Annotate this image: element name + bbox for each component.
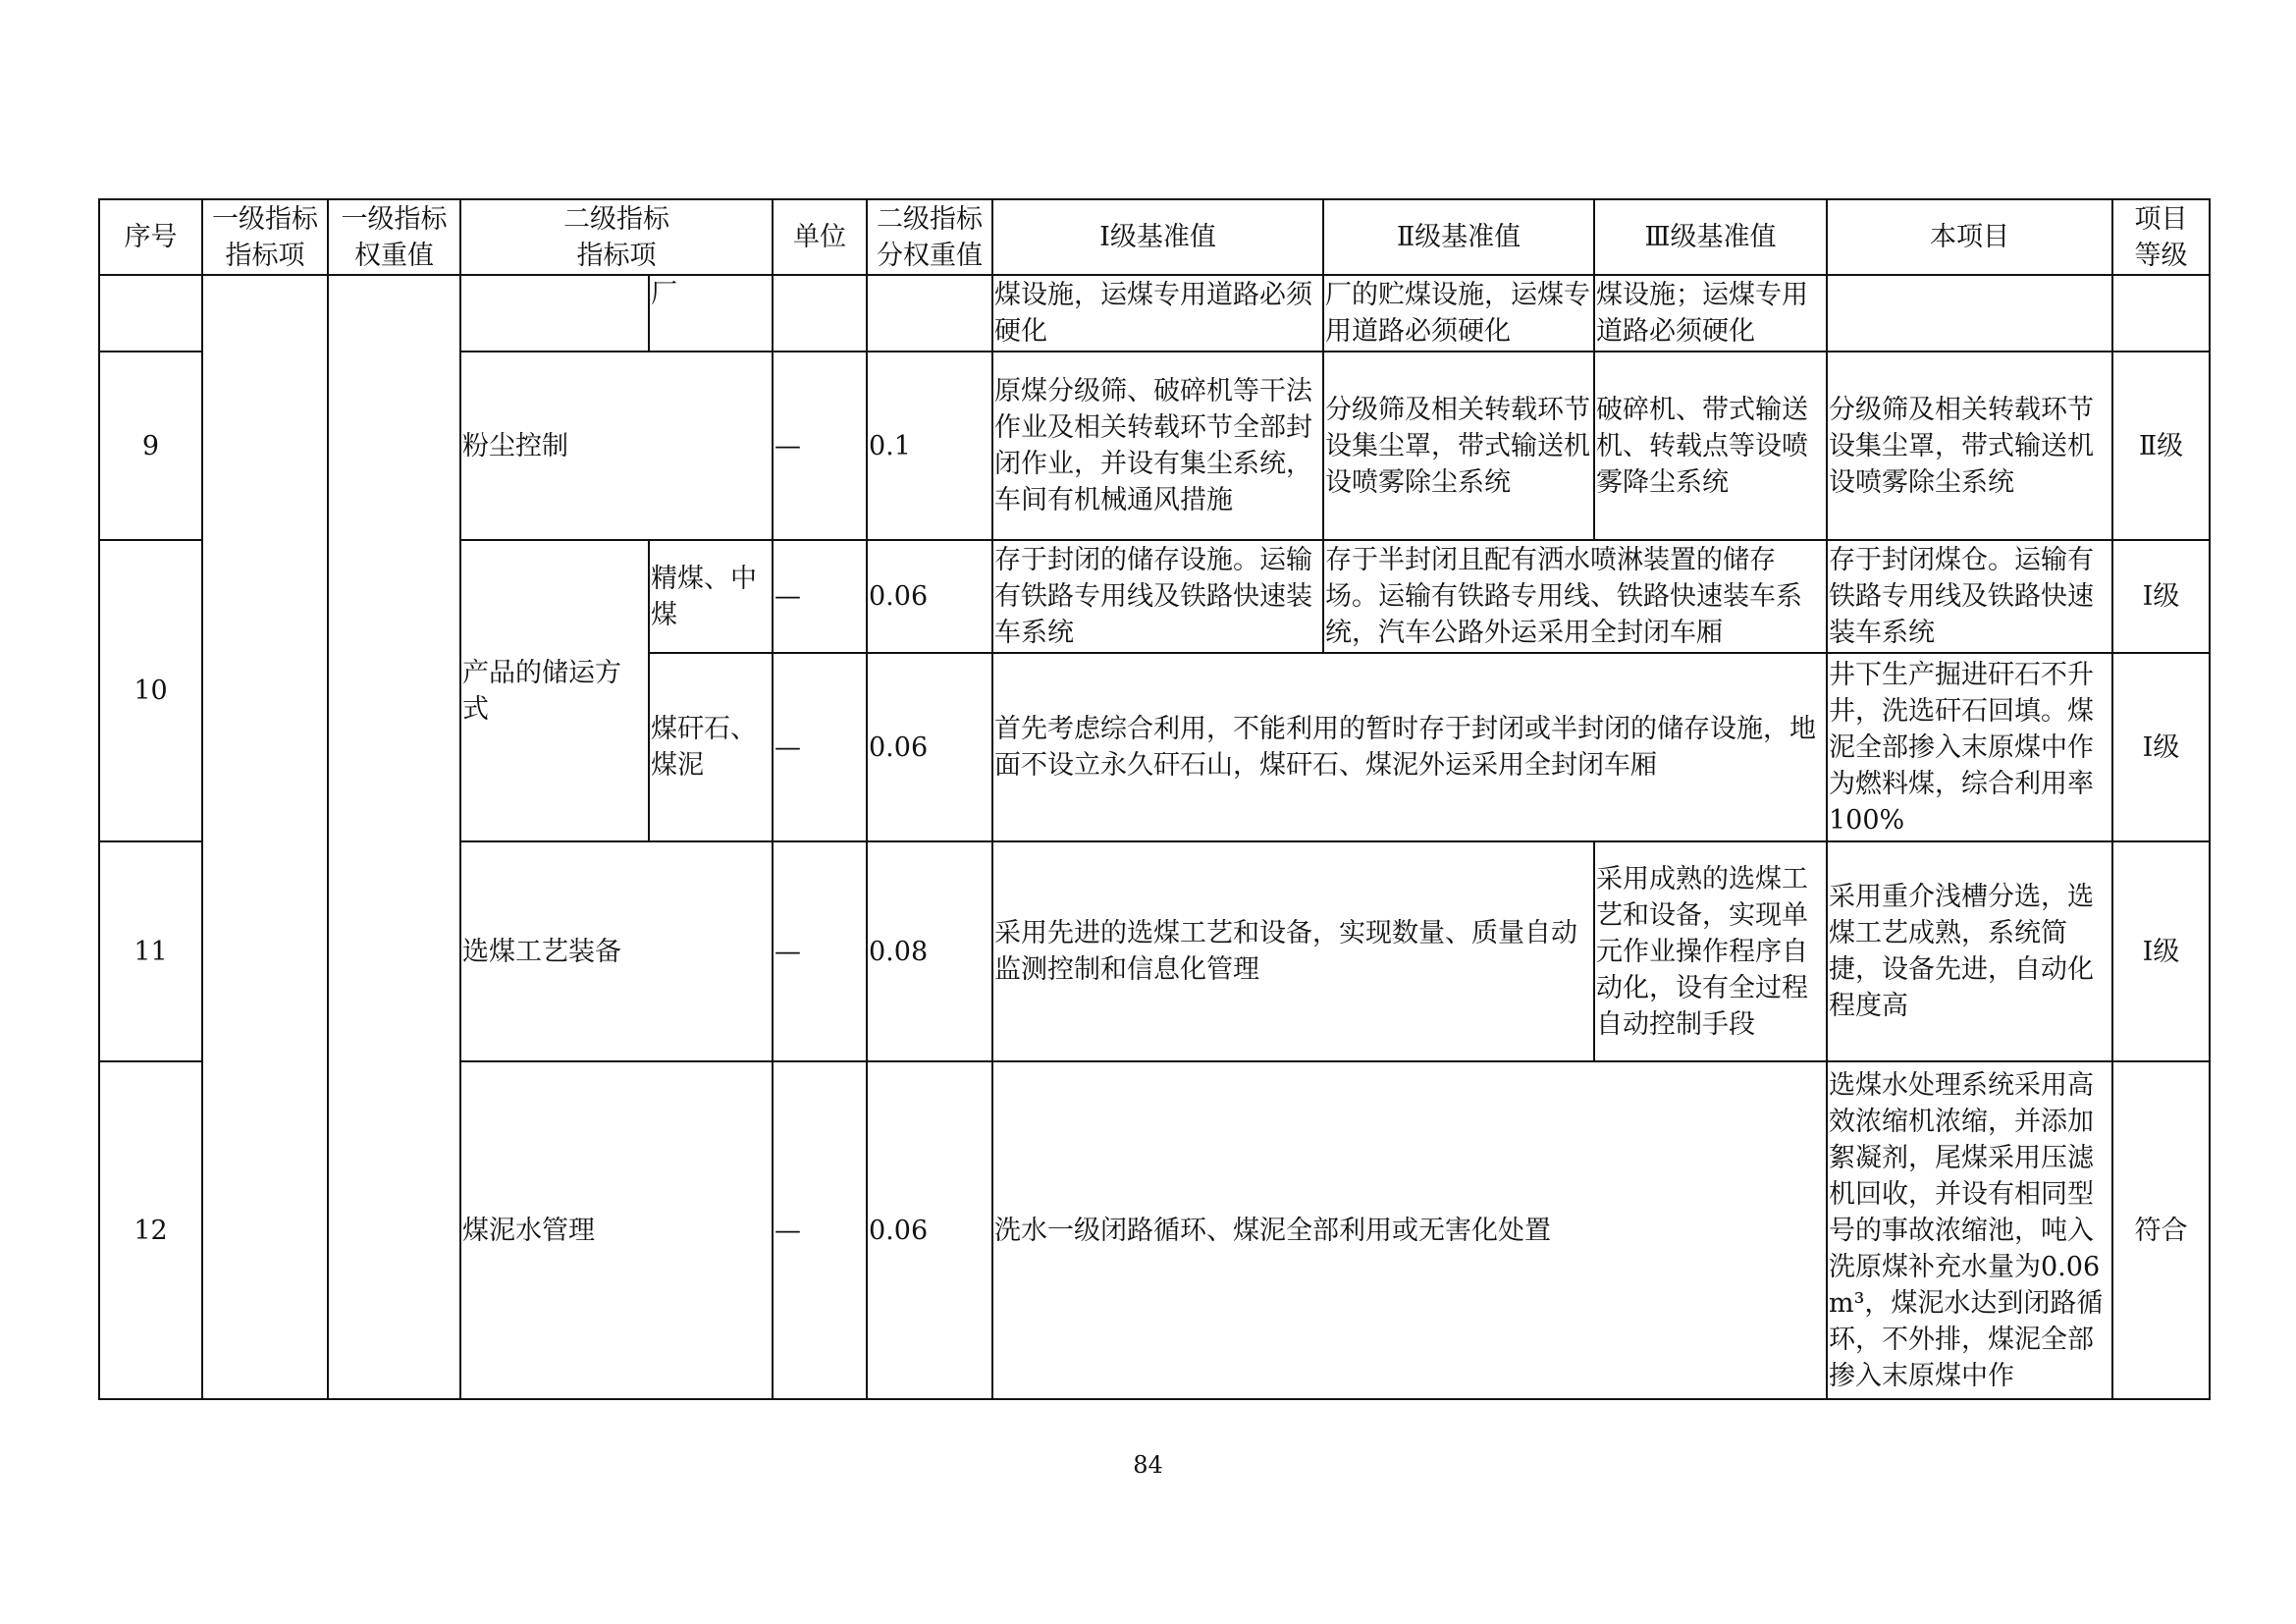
indicator-table xyxy=(98,198,2211,1400)
cell-g3: 破碎机、带式输送机、转载点等设喷雾降尘系统 xyxy=(1594,352,1827,540)
cell-unit: — xyxy=(773,352,867,540)
cell-g3: 煤设施；运煤专用道路必须硬化 xyxy=(1594,275,1827,352)
cell-weight: 0.08 xyxy=(867,841,992,1061)
cell-item: 粉尘控制 xyxy=(460,352,773,540)
header-grade3: Ⅲ级基准值 xyxy=(1594,199,1827,275)
header-l1-item: 一级指标 指标项 xyxy=(202,199,328,275)
header-l1-weight: 一级指标 权重值 xyxy=(328,199,460,275)
cell-g1: 煤设施，运煤专用道路必须硬化 xyxy=(992,275,1323,352)
cell-project: 存于封闭煤仓。运输有铁路专用线及铁路快速装车系统 xyxy=(1827,540,2112,653)
cell-seq: 12 xyxy=(99,1061,202,1399)
cell-seq: 9 xyxy=(99,352,202,540)
cell-item: 产品的储运方式 xyxy=(460,540,649,841)
header-seq: 序号 xyxy=(99,199,202,275)
header-unit: 单位 xyxy=(773,199,867,275)
cell-weight: 0.06 xyxy=(867,1061,992,1399)
cell-project: 井下生产掘进矸石不升井，洗选矸石回填。煤泥全部掺入末原煤中作为燃料煤，综合利用率100% xyxy=(1827,653,2112,841)
header-l2-item: 二级指标 指标项 xyxy=(460,199,773,275)
header-project: 本项目 xyxy=(1827,199,2112,275)
cell-item: 煤泥水管理 xyxy=(460,1061,773,1399)
cell-g1: 原煤分级筛、破碎机等干法作业及相关转载环节全部封闭作业，并设有集尘系统，车间有机械通风措施 xyxy=(992,352,1323,540)
cell-g23: 存于半封闭且配有洒水喷淋装置的储存场。运输有铁路专用线、铁路快速装车系统，汽车公路外运采用全封闭车厢 xyxy=(1323,540,1827,653)
cell-grade: Ⅰ级 xyxy=(2112,841,2210,1061)
cell-grade: 符合 xyxy=(2112,1061,2210,1399)
cell-project: 选煤水处理系统采用高效浓缩机浓缩，并添加絮凝剂，尾煤采用压滤机回收，并设有相同型号的事故浓缩池，吨入洗原煤补充水量为0.06m³，煤泥水达到闭路循环，不外排，煤泥全部掺入末原煤中作 xyxy=(1827,1061,2112,1399)
cell-unit: — xyxy=(773,653,867,841)
cell-g123: 洗水一级闭路循环、煤泥全部利用或无害化处置 xyxy=(992,1061,1827,1399)
cell-weight: 0.06 xyxy=(867,540,992,653)
cell-grade: Ⅰ级 xyxy=(2112,653,2210,841)
cell-item: 选煤工艺装备 xyxy=(460,841,773,1061)
header-l2-weight: 二级指标 分权重值 xyxy=(867,199,992,275)
page-number: 84 xyxy=(1133,1451,1163,1479)
cell-unit: — xyxy=(773,1061,867,1399)
cell-grade: Ⅰ级 xyxy=(2112,540,2210,653)
cell-g12: 采用先进的选煤工艺和设备，实现数量、质量自动监测控制和信息化管理 xyxy=(992,841,1594,1061)
header-grade: 项目 等级 xyxy=(2112,199,2210,275)
header-grade1: Ⅰ级基准值 xyxy=(992,199,1323,275)
cell-unit: — xyxy=(773,841,867,1061)
cell-g2: 厂的贮煤设施，运煤专用道路必须硬化 xyxy=(1323,275,1594,352)
cell-g123: 首先考虑综合利用，不能利用的暂时存于封闭或半封闭的储存设施，地面不设立永久矸石山，煤矸石、煤泥外运采用全封闭车厢 xyxy=(992,653,1827,841)
cell-weight: 0.06 xyxy=(867,653,992,841)
cell-sub: 精煤、中煤 xyxy=(649,540,773,653)
cell-g2: 分级筛及相关转载环节设集尘罩，带式输送机设喷雾除尘系统 xyxy=(1323,352,1594,540)
cell-sub: 厂 xyxy=(649,275,773,352)
cell-project: 采用重介浅槽分选，选煤工艺成熟，系统简捷，设备先进，自动化程度高 xyxy=(1827,841,2112,1061)
cell-g3: 采用成熟的选煤工艺和设备，实现单元作业操作程序自动化，设有全过程自动控制手段 xyxy=(1594,841,1827,1061)
table-row xyxy=(99,275,2210,352)
header-row xyxy=(99,199,2210,275)
cell-g1: 存于封闭的储存设施。运输有铁路专用线及铁路快速装车系统 xyxy=(992,540,1323,653)
cell-unit: — xyxy=(773,540,867,653)
cell-project: 分级筛及相关转载环节设集尘罩，带式输送机设喷雾除尘系统 xyxy=(1827,352,2112,540)
cell-grade: Ⅱ级 xyxy=(2112,352,2210,540)
cell-seq: 10 xyxy=(99,540,202,841)
cell-sub: 煤矸石、煤泥 xyxy=(649,653,773,841)
cell-seq: 11 xyxy=(99,841,202,1061)
header-grade2: Ⅱ级基准值 xyxy=(1323,199,1594,275)
cell-weight: 0.1 xyxy=(867,352,992,540)
